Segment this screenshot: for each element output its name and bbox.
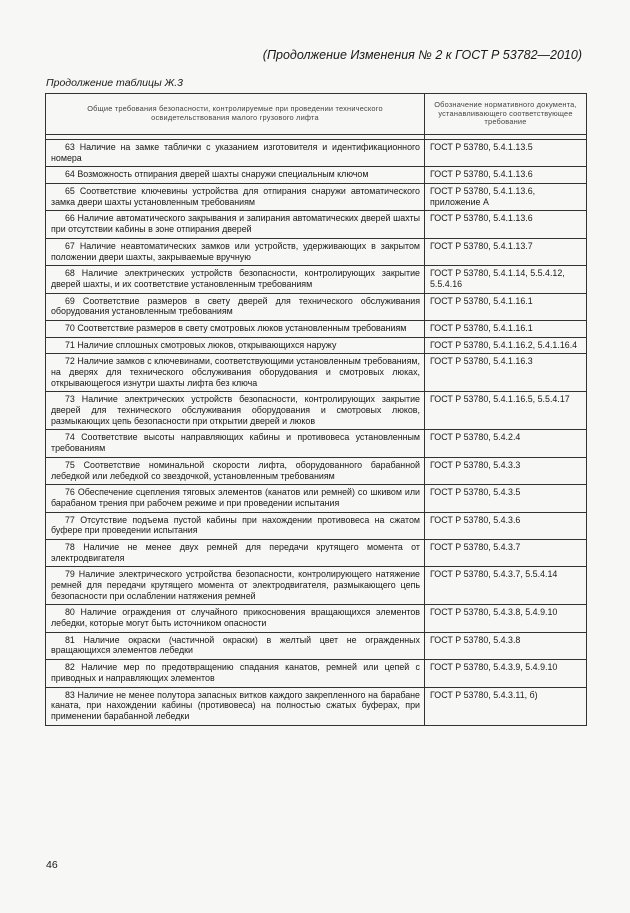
requirement-cell: 80 Наличие ограждения от случайного прикосновения вращающихся элементов лебедки, которые могут быть источником опасности [46, 605, 425, 632]
reference-cell: ГОСТ Р 53780, 5.4.1.16.5, 5.5.4.17 [425, 392, 587, 430]
requirements-table [45, 93, 587, 726]
table-header-row [46, 94, 587, 135]
table-row [46, 238, 587, 265]
requirement-cell: 63 Наличие на замке таблички с указанием изготовителя и идентификационного номера [46, 140, 425, 167]
requirement-cell: 81 Наличие окраски (частичной окраски) в желтый цвет не огражденных вращающихся элементов лебедки [46, 632, 425, 659]
table-row [46, 184, 587, 211]
table-row [46, 167, 587, 184]
table-row [46, 632, 587, 659]
requirement-cell: 78 Наличие не менее двух ремней для передачи крутящего момента от электродвигателя [46, 539, 425, 566]
table-row [46, 354, 587, 392]
requirement-cell: 68 Наличие электрических устройств безопасности, контролирующих закрытие дверей шахты, и их соответствие установленным требованиям [46, 266, 425, 293]
table-row [46, 567, 587, 605]
reference-cell: ГОСТ Р 53780, 5.4.1.13.6 [425, 167, 587, 184]
reference-cell: ГОСТ Р 53780, 5.4.3.8, 5.4.9.10 [425, 605, 587, 632]
requirement-cell: 75 Соответствие номинальной скорости лифта, оборудованного барабанной лебедкой или лебедкой со звездочкой, установленным требованиям [46, 457, 425, 484]
page-number: 46 [46, 859, 58, 871]
requirement-cell: 67 Наличие неавтоматических замков или устройств, удерживающих в закрытом положении двери шахты, закрываемые вручную [46, 238, 425, 265]
table-row [46, 660, 587, 687]
table-row [46, 430, 587, 457]
table-row [46, 485, 587, 512]
table-row [46, 457, 587, 484]
reference-cell: ГОСТ Р 53780, 5.4.3.7, 5.5.4.14 [425, 567, 587, 605]
requirement-cell: 64 Возможность отпирания дверей шахты снаружи специальным ключом [46, 167, 425, 184]
table-row [46, 293, 587, 320]
reference-cell: ГОСТ Р 53780, 5.4.3.7 [425, 539, 587, 566]
table-body [46, 135, 587, 726]
table-row [46, 539, 587, 566]
requirement-cell: 69 Соответствие размеров в свету дверей для технического обслуживания оборудования установленным требованиям [46, 293, 425, 320]
requirement-cell: 79 Наличие электрического устройства безопасности, контролирующего натяжение ремней для передачи крутящего момента от электродвигателя, размыкающего цепь безопасности при ослаблении натяжения ремней [46, 567, 425, 605]
reference-cell: ГОСТ Р 53780, 5.4.3.9, 5.4.9.10 [425, 660, 587, 687]
table-row [46, 337, 587, 354]
reference-cell: ГОСТ Р 53780, 5.4.1.13.6, приложение А [425, 184, 587, 211]
table-row [46, 211, 587, 238]
reference-cell: ГОСТ Р 53780, 5.4.1.16.1 [425, 293, 587, 320]
reference-cell: ГОСТ Р 53780, 5.4.3.6 [425, 512, 587, 539]
requirement-cell: 72 Наличие замков с ключевинами, соответствующими установленным требованиям, на дверях для технического обслуживания оборудования и смотровых люках, открывающегося изнутри шахты лифта без ключа [46, 354, 425, 392]
requirement-cell: 65 Соответствие ключевины устройства для отпирания снаружи автоматического замка двери шахты установленным требованиям [46, 184, 425, 211]
page-header: (Продолжение Изменения № 2 к ГОСТ Р 53782—2010) [262, 48, 582, 62]
requirement-cell: 73 Наличие электрических устройств безопасности, контролирующих закрытие дверей для технического обслуживания оборудования и смотровых люков, размыкающих цепь безопасности при открытии дверей и люков [46, 392, 425, 430]
requirement-cell: 77 Отсутствие подъема пустой кабины при нахождении противовеса на сжатом буфере при проведении испытания [46, 512, 425, 539]
requirement-cell: 82 Наличие мер по предотвращению спадания канатов, ремней или цепей с приводных и направляющих элементов [46, 660, 425, 687]
table-row [46, 140, 587, 167]
reference-cell: ГОСТ Р 53780, 5.4.3.3 [425, 457, 587, 484]
reference-cell: ГОСТ Р 53780, 5.4.1.16.1 [425, 320, 587, 337]
requirement-cell: 66 Наличие автоматического закрывания и запирания автоматических дверей шахты при отсутствии кабины в зоне отпирания дверей [46, 211, 425, 238]
requirement-cell: 76 Обеспечение сцепления тяговых элементов (канатов или ремней) со шкивом или барабаном трения при рабочем режиме и при проведении испытания [46, 485, 425, 512]
table-row [46, 687, 587, 725]
reference-cell: ГОСТ Р 53780, 5.4.3.11, б) [425, 687, 587, 725]
reference-cell: ГОСТ Р 53780, 5.4.3.5 [425, 485, 587, 512]
requirement-cell: 71 Наличие сплошных смотровых люков, открывающихся наружу [46, 337, 425, 354]
requirement-cell: 74 Соответствие высоты направляющих кабины и противовеса установленным требованиям [46, 430, 425, 457]
column-header-reference: Обозначение нормативного документа, устанавливающего соответствующее требование [425, 94, 587, 135]
table-caption: Продолжение таблицы Ж.3 [46, 77, 183, 89]
reference-cell: ГОСТ Р 53780, 5.4.1.13.7 [425, 238, 587, 265]
requirement-cell: 70 Соответствие размеров в свету смотровых люков установленным требованиям [46, 320, 425, 337]
reference-cell: ГОСТ Р 53780, 5.4.2.4 [425, 430, 587, 457]
column-header-requirements: Общие требования безопасности, контролируемые при проведении технического освидетельствования малого грузового лифта [46, 94, 425, 135]
reference-cell: ГОСТ Р 53780, 5.4.1.13.5 [425, 140, 587, 167]
table-row [46, 512, 587, 539]
reference-cell: ГОСТ Р 53780, 5.4.3.8 [425, 632, 587, 659]
requirement-cell: 83 Наличие не менее полутора запасных витков каждого закрепленного на барабане каната, при нахождении кабины (противовеса) на полностью сжатых буферах, при применении барабанной лебедки [46, 687, 425, 725]
table-row [46, 605, 587, 632]
table-row [46, 266, 587, 293]
reference-cell: ГОСТ Р 53780, 5.4.1.13.6 [425, 211, 587, 238]
reference-cell: ГОСТ Р 53780, 5.4.1.16.2, 5.4.1.16.4 [425, 337, 587, 354]
table-row [46, 320, 587, 337]
reference-cell: ГОСТ Р 53780, 5.4.1.14, 5.5.4.12, 5.5.4.16 [425, 266, 587, 293]
table-row [46, 392, 587, 430]
reference-cell: ГОСТ Р 53780, 5.4.1.16.3 [425, 354, 587, 392]
